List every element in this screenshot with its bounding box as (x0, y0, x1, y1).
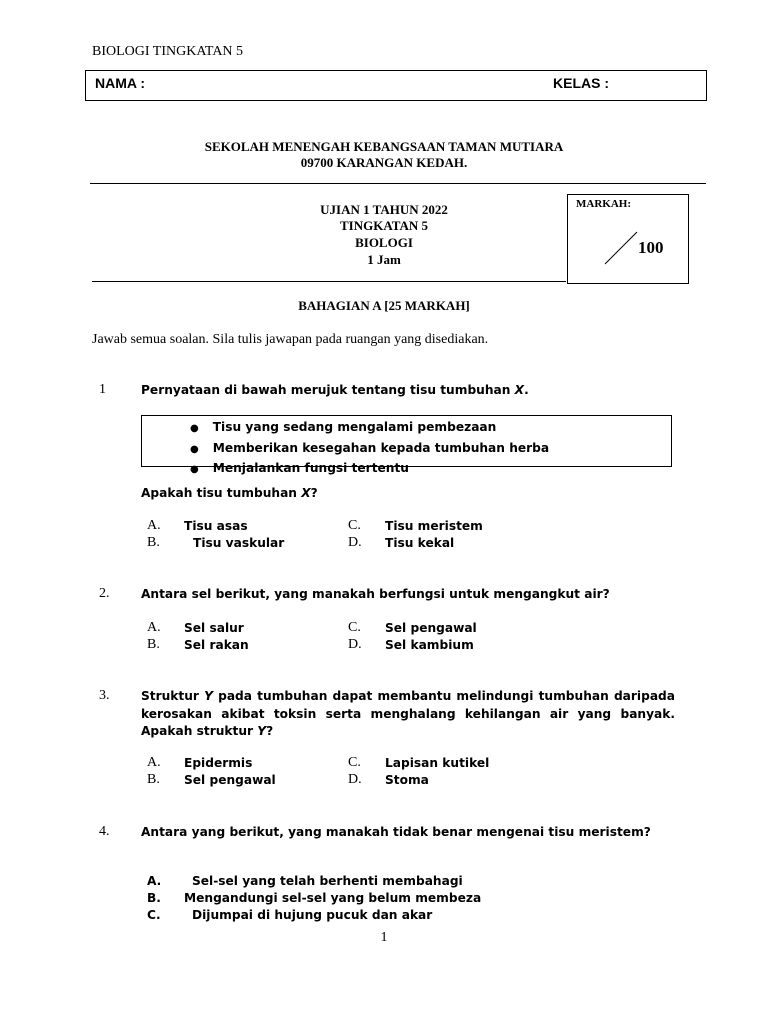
option-letter: A. (147, 620, 161, 635)
question-stem: Antara yang berikut, yang manakah tidak benar mengenai tisu meristem? (141, 825, 651, 839)
option-text: Mengandungi sel-sel yang belum membeza (184, 891, 482, 905)
option-text: Tisu kekal (385, 536, 455, 550)
question-number: 4. (99, 824, 110, 839)
section-title: BAHAGIAN A [25 MARKAH] (298, 298, 470, 313)
option-text: Epidermis (184, 756, 253, 770)
exam-duration: 1 Jam (367, 252, 401, 267)
option-text: Sel pengawal (385, 621, 477, 635)
question-number: 1 (99, 382, 106, 397)
option-letter: A. (147, 518, 161, 533)
exam-subject: BIOLOGI (355, 235, 413, 250)
option-text: Dijumpai di hujung pucuk dan akar (192, 908, 433, 922)
option-text: Sel-sel yang telah berhenti membahagi (192, 874, 463, 888)
statement-list (190, 417, 549, 479)
option-text: Stoma (385, 773, 429, 787)
list-item: ● Tisu yang sedang mengalami pembezaan (190, 420, 497, 434)
marks-total: 100 (638, 238, 664, 257)
instruction-text: Jawab semua soalan. Sila tulis jawapan pada ruangan yang disediakan. (92, 332, 489, 347)
option-letter: A. (147, 755, 161, 770)
marks-label: MARKAH: (576, 198, 631, 210)
marks-slash (600, 228, 640, 268)
option-text: Sel kambium (385, 638, 474, 652)
divider-top (90, 183, 706, 184)
question-prompt: Apakah tisu tumbuhan X? (141, 486, 318, 500)
option-letter: B. (147, 637, 160, 652)
option-letter: B. (147, 535, 160, 550)
subject-header: BIOLOGI TINGKATAN 5 (92, 44, 244, 59)
option-text: Tisu asas (184, 519, 248, 533)
option-letter: C. (348, 755, 361, 770)
school-address: 09700 KARANGAN KEDAH. (300, 155, 468, 170)
option-text: Sel salur (184, 621, 244, 635)
question-stem: Struktur Y pada tumbuhan dapat membantu melindungi tumbuhan daripada kerosakan akibat toksin serta menghalang kehilangan air yang banyak. Apakah struktur Y? (141, 689, 675, 738)
option-letter: D. (348, 637, 362, 652)
question-stem: Pernyataan di bawah merujuk tentang tisu tumbuhan X. (141, 383, 529, 397)
name-label: NAMA : (95, 75, 146, 91)
question-number: 3. (99, 688, 110, 703)
option-text: Tisu vaskular (193, 536, 285, 550)
option-letter: B. (147, 772, 160, 787)
option-letter: C. (147, 908, 161, 922)
list-item: ● Memberikan kesegahan kepada tumbuhan herba (190, 440, 550, 455)
option-text: Tisu meristem (385, 519, 483, 533)
exam-form: TINGKATAN 5 (340, 218, 428, 233)
option-letter: A. (147, 874, 162, 888)
option-letter: D. (348, 772, 362, 787)
option-letter: C. (348, 518, 361, 533)
school-name: SEKOLAH MENENGAH KEBANGSAAN TAMAN MUTIARA (204, 139, 564, 154)
page-number: 1 (380, 930, 388, 945)
exam-title: UJIAN 1 TAHUN 2022 (320, 202, 448, 217)
option-letter: B. (147, 891, 161, 905)
option-text: Sel pengawal (184, 773, 276, 787)
question-stem: Antara sel berikut, yang manakah berfungsi untuk mengangkut air? (141, 587, 610, 601)
question-number: 2. (99, 586, 110, 601)
list-item: ● Menjalankan fungsi tertentu (190, 461, 409, 475)
option-letter: D. (348, 535, 362, 550)
option-text: Sel rakan (184, 638, 249, 652)
option-text: Lapisan kutikel (385, 756, 490, 770)
option-letter: C. (348, 620, 361, 635)
class-label: KELAS : (553, 75, 609, 91)
name-class-box (85, 70, 707, 101)
divider-bottom (92, 281, 566, 282)
